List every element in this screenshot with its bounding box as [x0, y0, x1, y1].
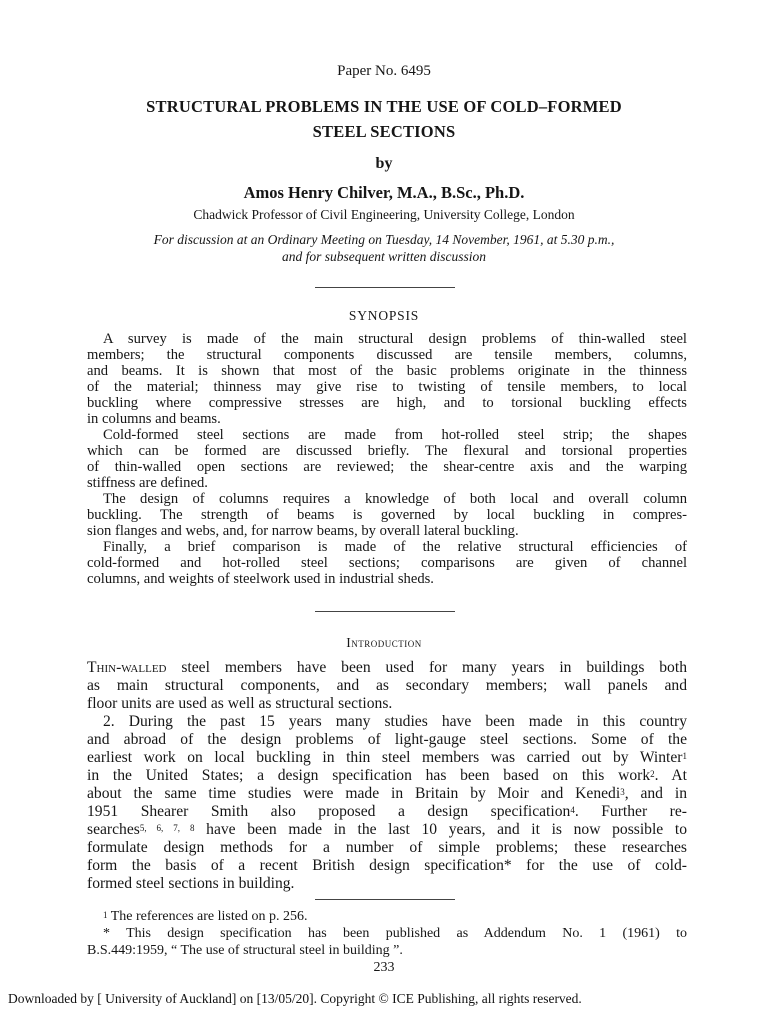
intro-line: form the basis of a recent British design specification* for the use of cold-: [87, 857, 687, 874]
synopsis-line: stiffness are defined.: [87, 475, 208, 491]
intro-line: formulate design methods for a number of simple problems; these researches: [87, 839, 687, 856]
intro-line: and abroad of the design problems of light-gauge steel sections. Some of the: [87, 731, 687, 748]
paper-title-line-2: STEEL SECTIONS: [312, 122, 456, 141]
discussion-note-line-2: and for subsequent written discussion: [281, 249, 486, 264]
footnote-2-line-1: * This design specification has been published as Addendum No. 1 (1961) to: [103, 926, 687, 941]
synopsis-line: Finally, a brief comparison is made of the relative structural efficiencies of: [103, 539, 687, 555]
intro-line: floor units are used as well as structural sections.: [87, 695, 393, 712]
synopsis-line: columns, and weights of steelwork used in industrial sheds.: [87, 571, 434, 587]
synopsis-line: sion flanges and webs, and, for narrow beams, by overall lateral buckling.: [87, 523, 519, 539]
synopsis-line: in columns and beams.: [87, 411, 221, 427]
synopsis-line: Cold-formed steel sections are made from hot-rolled steel strip; the shapes: [103, 427, 687, 443]
author-affiliation: Chadwick Professor of Civil Engineering, University College, London: [193, 207, 575, 222]
intro-line: 1951 Shearer Smith also proposed a design specification$^4$. Further re-: [87, 803, 687, 820]
intro-line: formed steel sections in building.: [87, 875, 295, 892]
footnote-2-line-2: B.S.449:1959, “ The use of structural steel in building ”.: [87, 943, 403, 958]
intro-line: searches$^{5, 6, 7, 8}$ have been made in the last 10 years, and it is now possible to: [87, 821, 687, 838]
page-number: 233: [373, 960, 395, 975]
synopsis-line: which can be formed are discussed briefly. The flexural and torsional properties: [87, 443, 687, 459]
author-name: Amos Henry Chilver, M.A., B.Sc., Ph.D.: [243, 183, 525, 202]
intro-lead-smallcaps: Thin-walled: [87, 659, 167, 676]
download-notice: Downloaded by [ University of Auckland] on [13/05/20]. Copyright © ICE Publishing, all rights reserved.: [8, 991, 582, 1006]
paper-number: Paper No. 6495: [337, 63, 431, 79]
divider: [315, 611, 455, 612]
synopsis-heading: SYNOPSIS: [348, 308, 420, 323]
discussion-note-line-1: For discussion at an Ordinary Meeting on Tuesday, 14 November, 1961, at 5.30 p.m.,: [153, 232, 615, 247]
reference-mark: 4: [570, 805, 575, 815]
synopsis-line: of thin-walled open sections are reviewed; the shear-centre axis and the warping: [87, 459, 687, 475]
divider: [315, 899, 455, 900]
paper-title-line-1: STRUCTURAL PROBLEMS IN THE USE OF COLD–FORMED: [146, 97, 622, 116]
reference-mark: 5, 6, 7, 8: [139, 823, 195, 833]
synopsis-line: The design of columns requires a knowledge of both local and overall column: [103, 491, 687, 507]
footnote-1: $^1$ The references are listed on p. 256.: [103, 909, 308, 924]
intro-line: in the United States; a design specification has been based on this work$^2$. At: [87, 767, 687, 784]
synopsis-line: and beams. It is shown that most of the basic problems originate in the thinness: [87, 363, 687, 379]
divider: [315, 287, 455, 288]
reference-mark: 3: [620, 787, 625, 797]
intro-line: earliest work on local buckling in thin steel members was carried out by Winter$^1$: [87, 749, 687, 766]
reference-mark: 2: [650, 769, 655, 779]
intro-line: about the same time studies were made in Britain by Moir and Kenedi$^3$, and in: [87, 785, 687, 802]
synopsis-line: of the material; thinness may give rise to twisting of tensile members, to local: [87, 379, 687, 395]
intro-line: Thin-walled steel members have been used for many years in buildings both: [87, 659, 687, 676]
synopsis-line: A survey is made of the main structural design problems of thin-walled steel: [103, 331, 687, 347]
reference-mark: 1: [682, 751, 687, 761]
introduction-heading: Introduction: [346, 635, 422, 650]
intro-line: as main structural components, and as secondary members; wall panels and: [87, 677, 687, 694]
synopsis-line: members; the structural components discussed are tensile members, columns,: [87, 347, 687, 363]
synopsis-line: cold-formed and hot-rolled steel sections; comparisons are given of channel: [87, 555, 687, 571]
synopsis-line: buckling. The strength of beams is governed by local buckling in compres-: [87, 507, 687, 523]
intro-line: 2. During the past 15 years many studies have been made in this country: [103, 713, 687, 730]
by-label: by: [375, 155, 393, 172]
synopsis-line: buckling where compressive stresses are high, and to torsional buckling effects: [87, 395, 687, 411]
